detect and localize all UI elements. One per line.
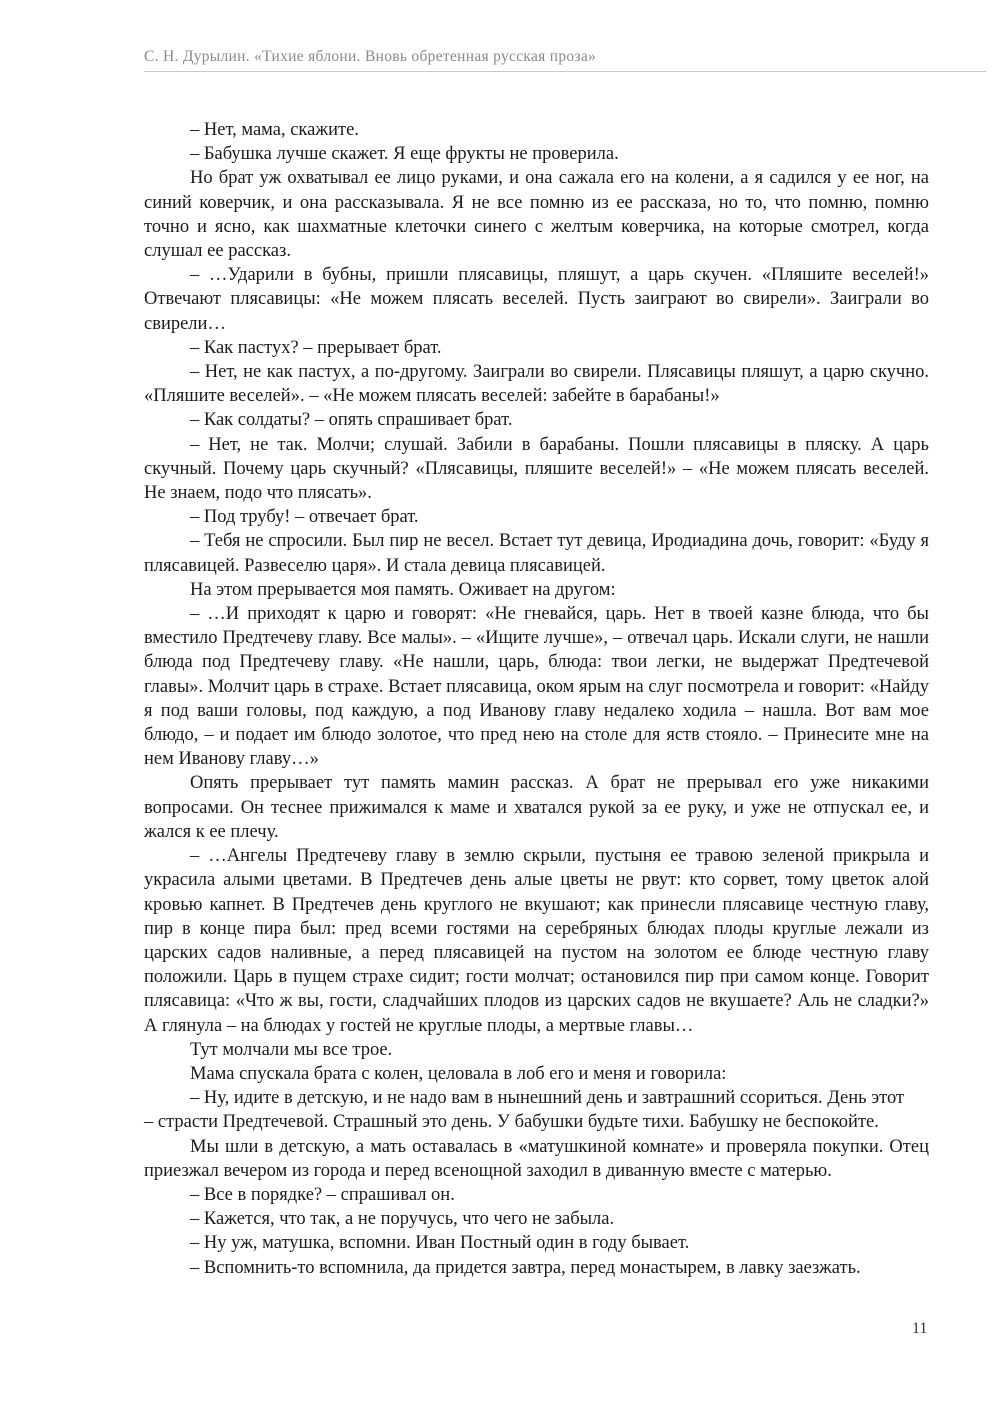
page-number: 11 (912, 1320, 928, 1337)
paragraph: – Ну уж, матушка, вспомни. Иван Постный один в году бывает. (190, 1233, 690, 1254)
paragraph: – Тебя не спросили. Был пир не весел. Встает тут девица, Иродиадина дочь, говорит: «Буду я плясавицей. Развеселю царя». И стала девица плясавицей. (144, 531, 929, 576)
paragraph: На этом прерывается моя память. Оживает на другом: (190, 579, 616, 600)
paragraph: Тут молчали мы все трое. (190, 1039, 393, 1060)
paragraph: Но брат уж охватывал ее лицо руками, и она сажала его на колени, а я садился у ее ног, на синий коверчик, и она рассказывала. Я не все помню из ее рассказа, но то, что помню, помню точно и ясно, как шахматные клеточки синего с желтым коверчика, на которые смотрел, когда слушал ее рассказ. (144, 168, 929, 262)
paragraph: – Бабушка лучше скажет. Я еще фрукты не проверила. (190, 144, 619, 165)
paragraph: – Под трубу! – отвечает брат. (190, 507, 419, 528)
paragraph: – Нет, не как пастух, а по-другому. Заиграли во свирели. Плясавицы пляшут, а царю скучно. «Пляшите веселей». – «Не можем плясать веселей: забейте в барабаны!» (144, 362, 929, 407)
paragraph: – …И приходят к царю и говорят: «Не гневайся, царь. Нет в твоей казне блюда, что бы вместило Предтечеву главу. Все малы». – «Ищите лучше», – отвечал царь. Искали слуги, не нашли блюда под Предтечеву главу. «Не нашли, царь, блюда: твои легки, не выдержат Предтечевой главы». Молчит царь в страхе. Встает плясавица, оком ярым на слуг посмотрела и говорит: «Найду я под ваши головы, под каждую, а под Иванову главу недалеко ходила – нашла. Вот вам мое блюдо, – и подает им блюдо золотое, что пред нею на столе для яств стояло. – Принесите мне на нем Иванову главу…» (144, 604, 929, 770)
running-head: С. Н. Дурылин. «Тихие яблони. Вновь обретенная русская проза» (144, 48, 986, 72)
paragraph: – Кажется, что так, а не поручусь, что чего не забыла. (190, 1209, 615, 1230)
paragraph: – Вспомнить-то вспомнила, да придется завтра, перед монастырем, в лавку заезжать. (190, 1257, 861, 1278)
paragraph: Мама спускала брата с колен, целовала в лоб его и меня и говорила: (190, 1063, 727, 1084)
paragraph: – страсти Предтечевой. Страшный это день. У бабушки будьте тихи. Бабушку не беспокойте. (144, 1112, 879, 1133)
text-body (144, 118, 929, 1280)
paragraph: – …Ангелы Предтечеву главу в землю скрыли, пустыня ее травою зеленой прикрыла и украсила алыми цветами. В Предтечев день алые цветы не рвут: кто сорвет, тому цветок алой кровью капнет. В Предтечев день круглого не вкушают; как принесли плясавице честную главу, пир в конце пира был: пред всеми гостями на серебряных блюдах плоды круглые лежали из царских садов наливные, а перед плясавицей на пустом на золотом ее блюде честную главу положили. Царь в пущем страхе сидит; гости молчат; остановился пир при самом конце. Говорит плясавица: «Что ж вы, гости, сладчайших плодов из царских садов не вкушаете? Аль не сладки?» А глянула – на блюдах у гостей не круглые плоды, а мертвые главы… (144, 846, 929, 1036)
paragraph: Опять прерывает тут память мамин рассказ. А брат не прерывал его уже никакими вопросами. Он теснее прижимался к маме и хватался рукой за ее руку, и уже не отпускал ее, и жался к ее плечу. (144, 773, 929, 842)
paragraph: – Как пастух? – прерывает брат. (190, 337, 442, 358)
paragraph: – Нет, мама, скажите. (190, 120, 359, 140)
paragraph: – Как солдаты? – опять спрашивает брат. (190, 410, 513, 431)
paragraph: Мы шли в детскую, а мать оставалась в «матушкиной комнате» и проверяла покупки. Отец приезжал вечером из города и перед всенощной заходил в диванную вместе с матерью. (144, 1136, 929, 1181)
paragraph: – Ну, идите в детскую, и не надо вам в нынешний день и завтрашний ссориться. День этот (190, 1088, 905, 1109)
paragraph: – …Ударили в бубны, пришли плясавицы, пляшут, а царь скучен. «Пляшите веселей!» Отвечают плясавицы: «Не можем плясать веселей. Пусть заиграют во свирели». Заиграли во свирели… (144, 265, 929, 334)
paragraph: – Все в порядке? – спрашивал он. (190, 1184, 455, 1205)
paragraph: – Нет, не так. Молчи; слушай. Забили в барабаны. Пошли плясавицы в пляску. А царь скучный. Почему царь скучный? «Плясавицы, пляшите веселей!» – «Не можем плясать веселей. Не знаем, подо что плясать». (144, 434, 929, 504)
